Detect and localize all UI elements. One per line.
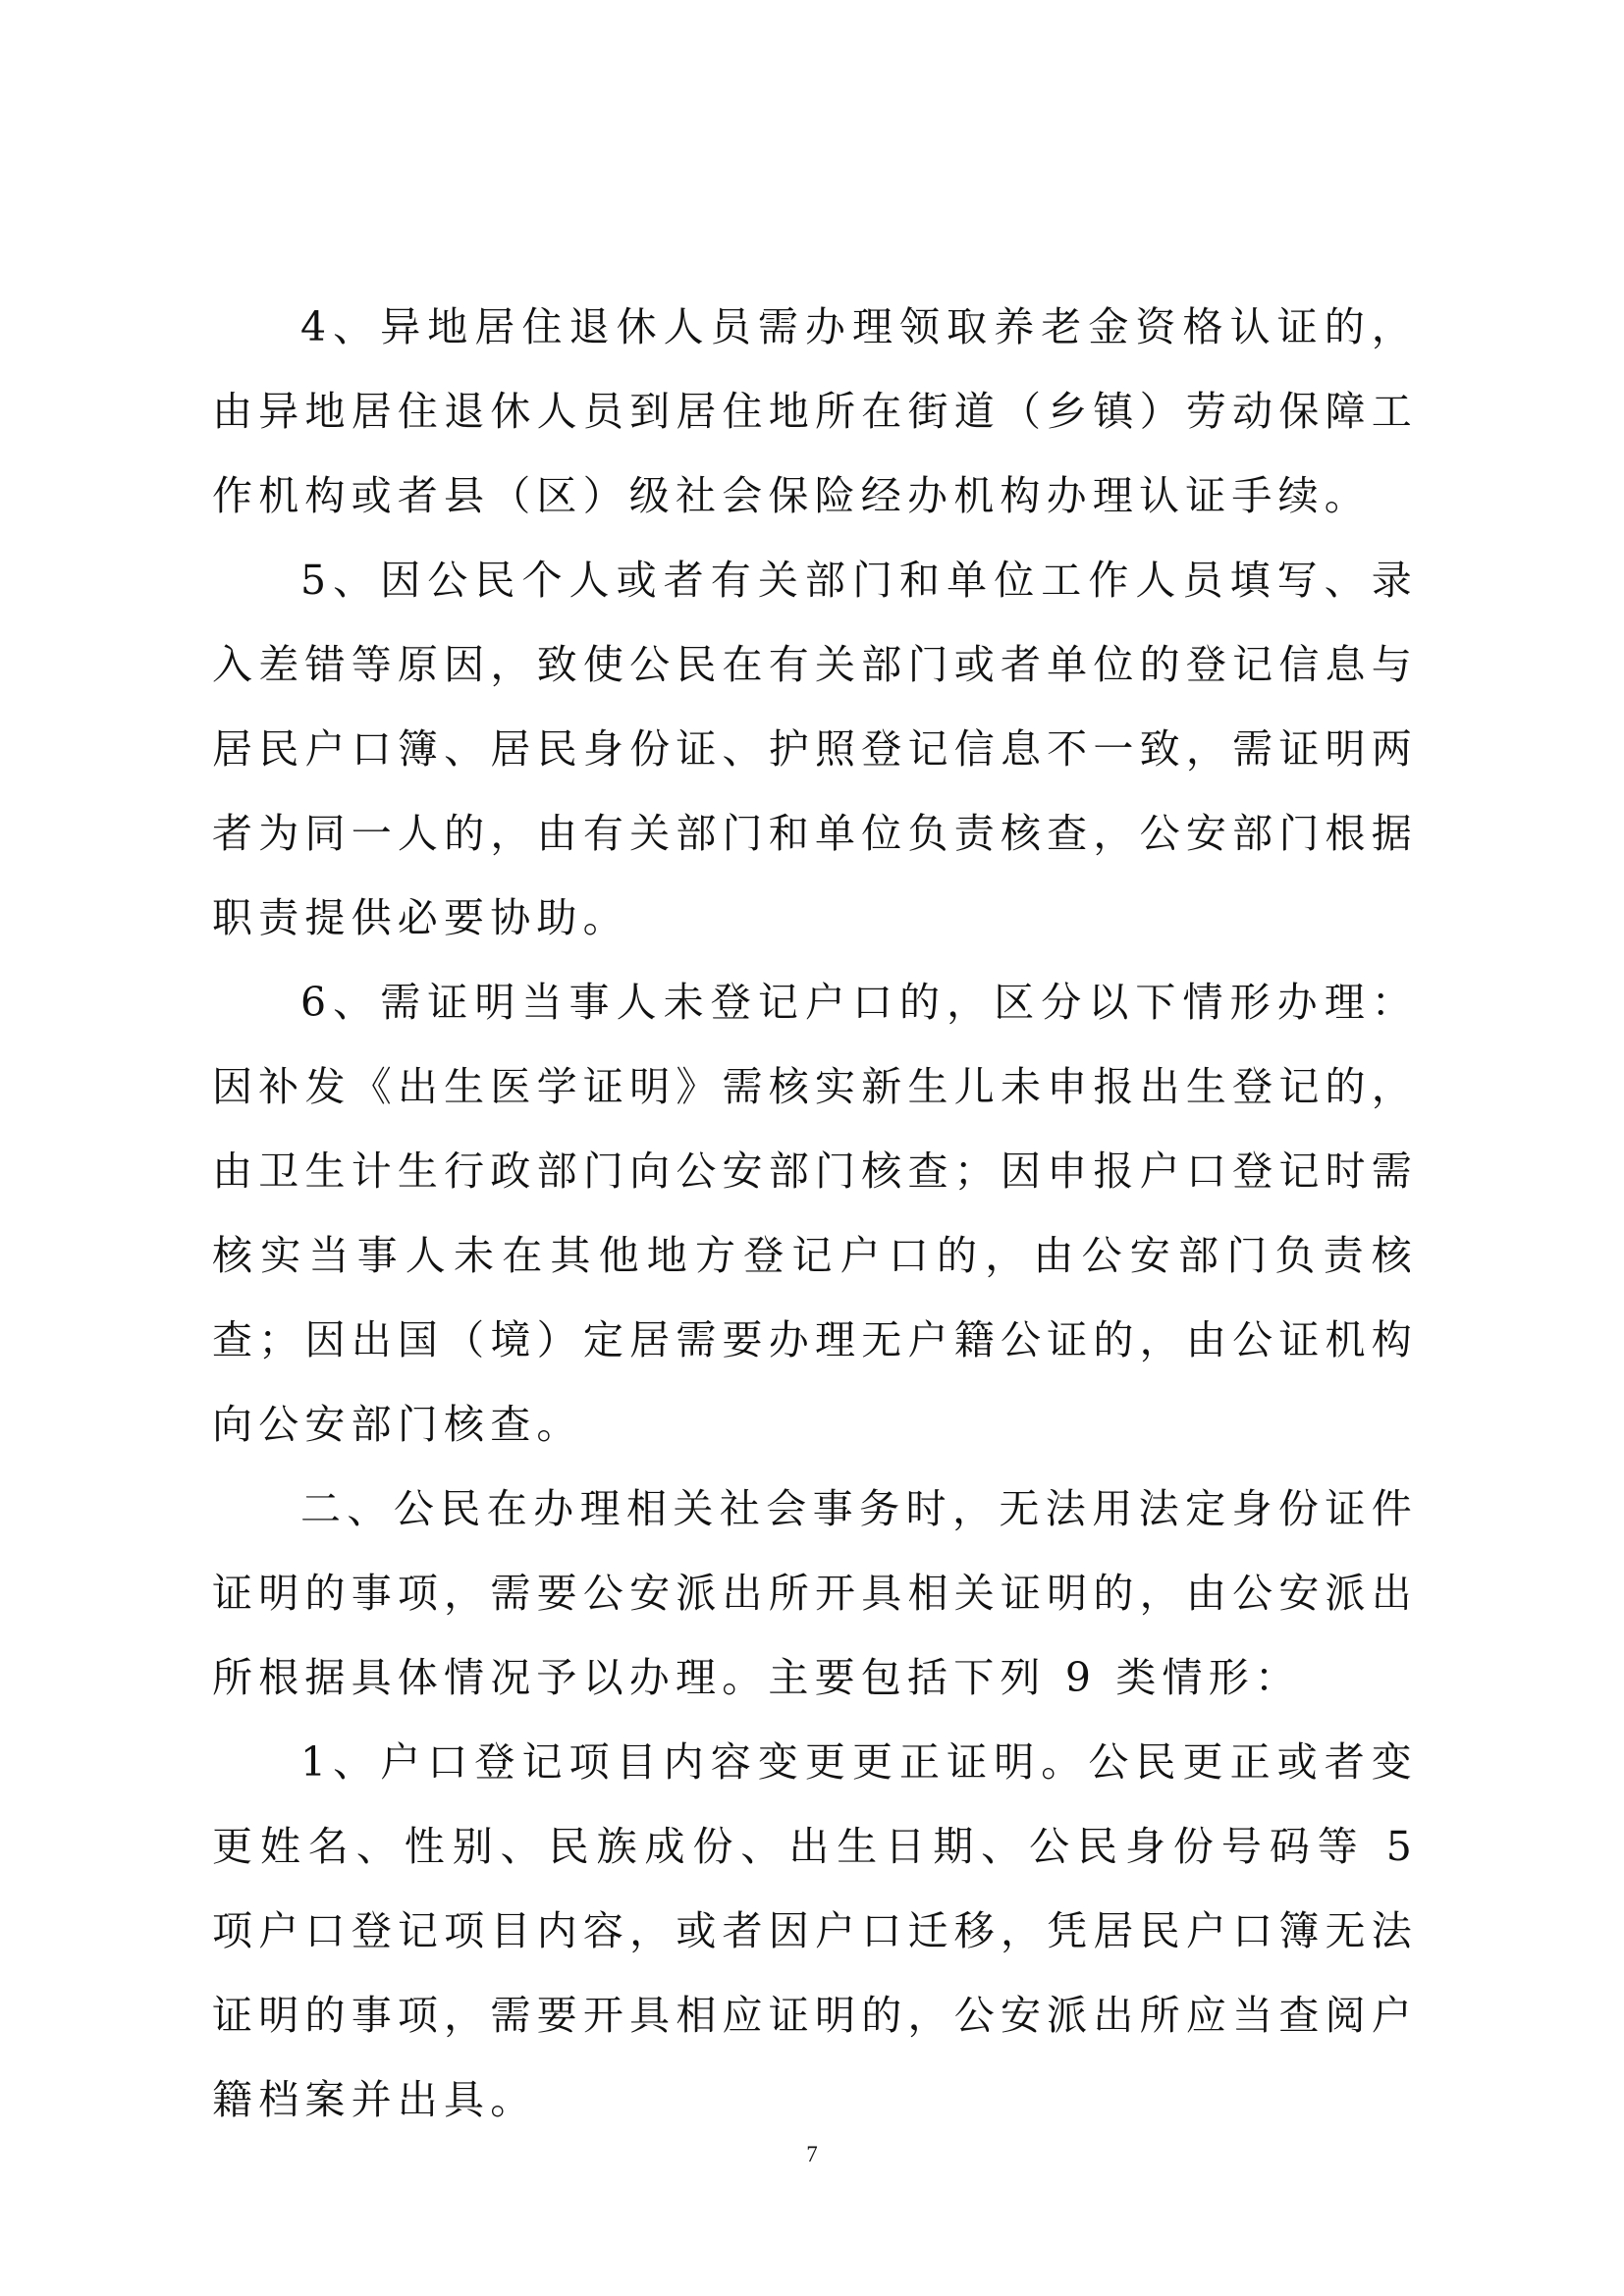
- page-number: 7: [806, 2142, 818, 2166]
- paragraph-item-5: 5、因公民个人或者有关部门和单位工作人员填写、录入差错等原因，致使公民在有关部门或者单位的登记信息与居民户口簿、居民身份证、护照登记信息不一致，需证明两者为同一人的，由有关部门和单位负责核查，公安部门根据职责提供必要协助。: [212, 557, 1418, 941]
- paragraph-section-2: 二、公民在办理相关社会事务时，无法用法定身份证件证明的事项，需要公安派出所开具相关证明的，由公安派出所根据具体情况予以办理。主要包括下列 9 类情形：: [212, 1485, 1418, 1701]
- document-body: [212, 285, 1418, 2142]
- paragraph-item-4: 4、异地居住退休人员需办理领取养老金资格认证的，由异地居住退休人员到居住地所在街道（乡镇）劳动保障工作机构或者县（区）级社会保险经办机构办理认证手续。: [212, 303, 1418, 519]
- paragraph-item-1: 1、户口登记项目内容变更更正证明。公民更正或者变更姓名、性别、民族成份、出生日期、公民身份号码等 5 项户口登记项目内容，或者因户口迁移，凭居民户口簿无法证明的事项，需要开具相应证明的，公安派出所应当查阅户籍档案并出具。: [212, 1738, 1418, 2123]
- paragraph-item-6: 6、需证明当事人未登记户口的，区分以下情形办理：因补发《出生医学证明》需核实新生儿未申报出生登记的，由卫生计生行政部门向公安部门核查；因申报户口登记时需核实当事人未在其他地方登记户口的，由公安部门负责核查；因出国（境）定居需要办理无户籍公证的，由公证机构向公安部门核查。: [212, 979, 1418, 1448]
